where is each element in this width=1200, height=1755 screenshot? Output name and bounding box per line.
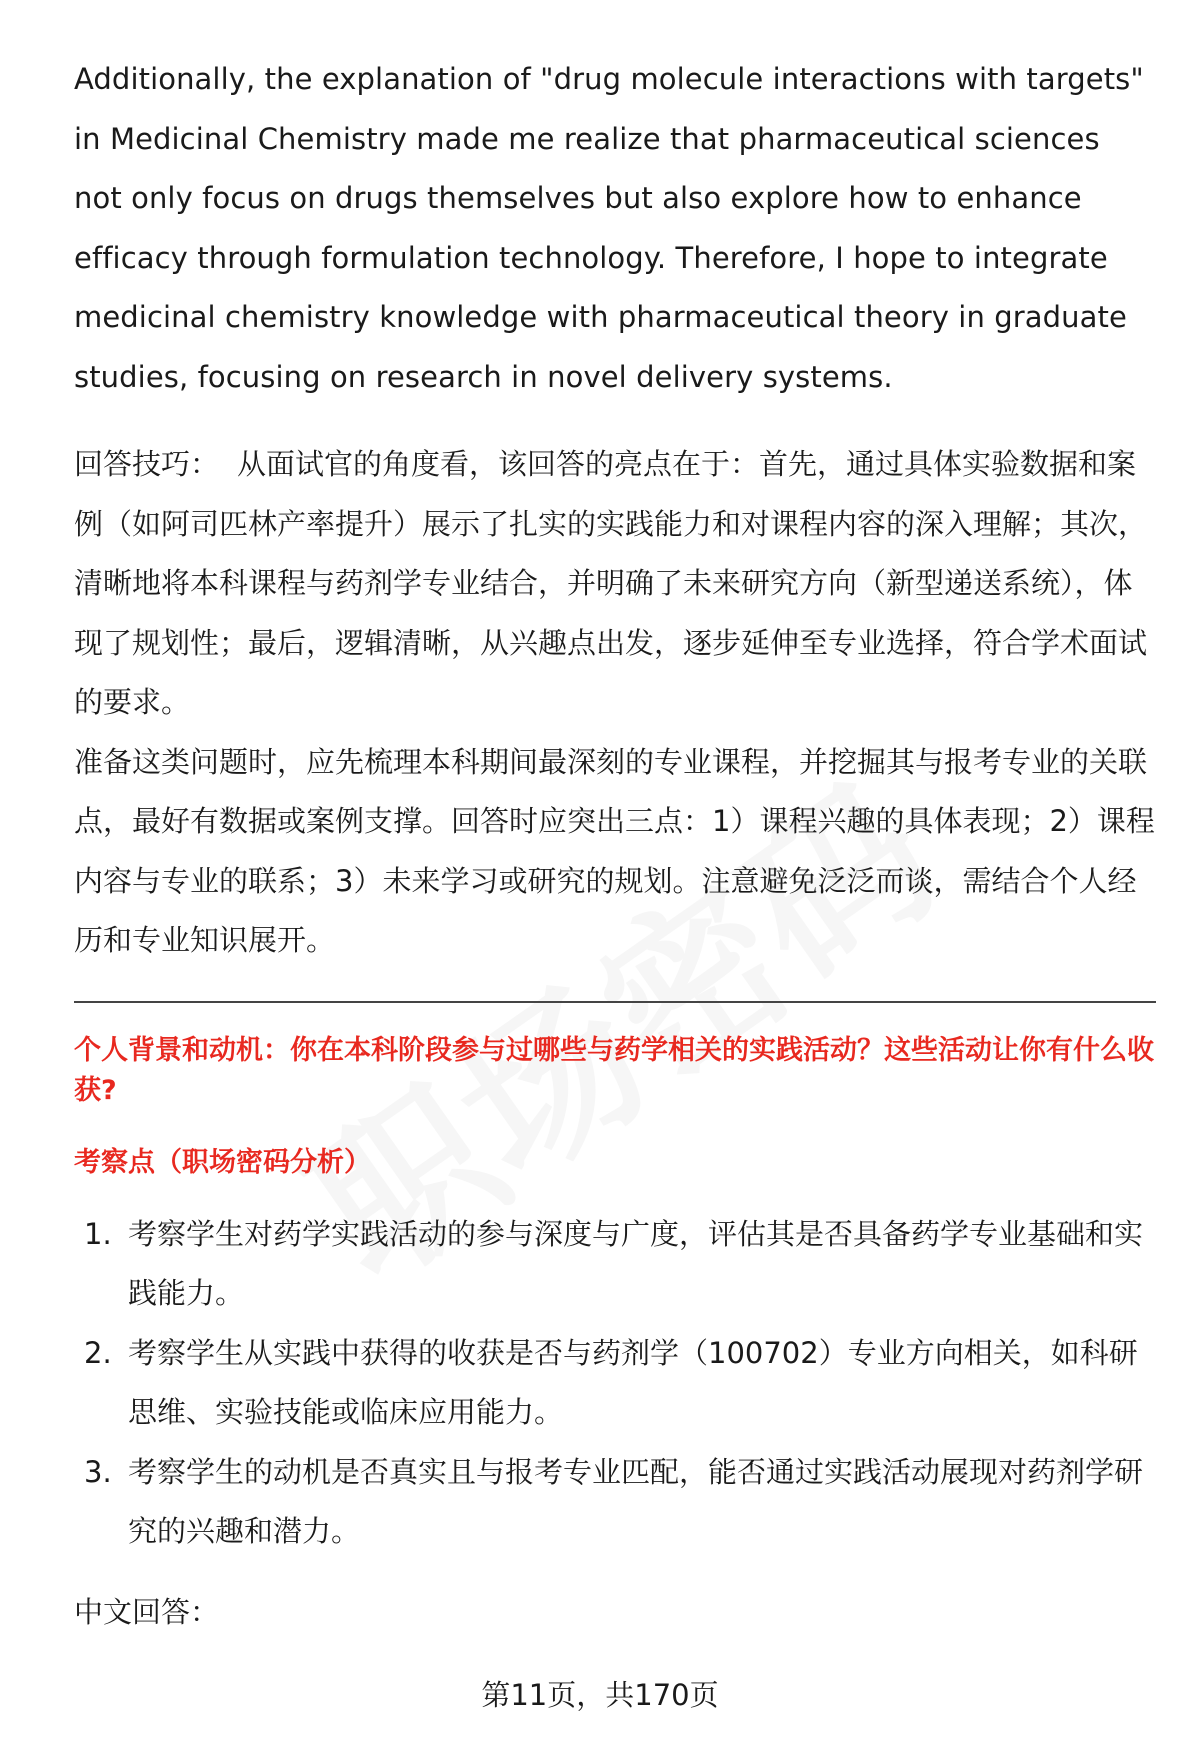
- list-item-text: 考察学生对药学实践活动的参与深度与广度，评估其是否具备药学专业基础和实践能力。: [128, 1216, 1144, 1310]
- list-item: [74, 1324, 1156, 1443]
- list-item-text: 考察学生的动机是否真实且与报考专业匹配，能否通过实践活动展现对药剂学研究的兴趣和潜力。: [128, 1454, 1144, 1548]
- preparation-advice: 准备这类问题时，应先梳理本科期间最深刻的专业课程，并挖掘其与报考专业的关联点，最好有数据或案例支撑。回答时应突出三点：1）课程兴趣的具体表现；2）课程内容与专业的联系；3）未来学习或研究的规划。注意避免泛泛而谈，需结合个人经历和专业知识展开。: [74, 744, 1155, 957]
- list-item-number: 3.: [84, 1454, 112, 1489]
- list-item: [74, 1205, 1156, 1324]
- evaluation-points-title: 考察点（职场密码分析）: [74, 1146, 371, 1178]
- section-divider: [74, 1001, 1156, 1003]
- list-item-number: 1.: [84, 1216, 112, 1251]
- evaluation-points-list: [74, 1205, 1156, 1562]
- answer-tips-block: [74, 435, 1156, 971]
- answer-tips-label: 回答技巧：: [74, 447, 220, 481]
- list-item-number: 2.: [84, 1335, 112, 1370]
- english-paragraph: Additionally, the explanation of "drug molecule interactions with targets" in Medicinal Chemistry made me realize that pharmaceutical sciences not only focus on drugs themselves but also explore how to enhance efficacy through formulation technology. Therefore, I hope to integrate medicinal chemistry knowledge with pharmaceutical theory in graduate studies, focusing on research in novel delivery systems.: [74, 62, 1144, 394]
- page-content: [74, 50, 1156, 1632]
- list-item-text: 考察学生从实践中获得的收获是否与药剂学（100702）专业方向相关，如科研思维、实验技能或临床应用能力。: [128, 1335, 1138, 1429]
- answer-tips-text: 从面试官的角度看，该回答的亮点在于：首先，通过具体实验数据和案例（如阿司匹林产率提升）展示了扎实的实践能力和对课程内容的深入理解；其次，清晰地将本科课程与药剂学专业结合，并明确了未来研究方向（新型递送系统），体现了规划性；最后，逻辑清晰，从兴趣点出发，逐步延伸至专业选择，符合学术面试的要求。: [74, 447, 1148, 719]
- list-item: [74, 1443, 1156, 1562]
- chinese-answer-label: 中文回答：: [74, 1594, 220, 1629]
- question-heading: 个人背景和动机：你在本科阶段参与过哪些与药学相关的实践活动？这些活动让你有什么收获?: [74, 1034, 1154, 1106]
- answer-tips-paragraph: [74, 435, 1156, 733]
- page-number-footer: 第11页，共170页: [481, 1678, 719, 1712]
